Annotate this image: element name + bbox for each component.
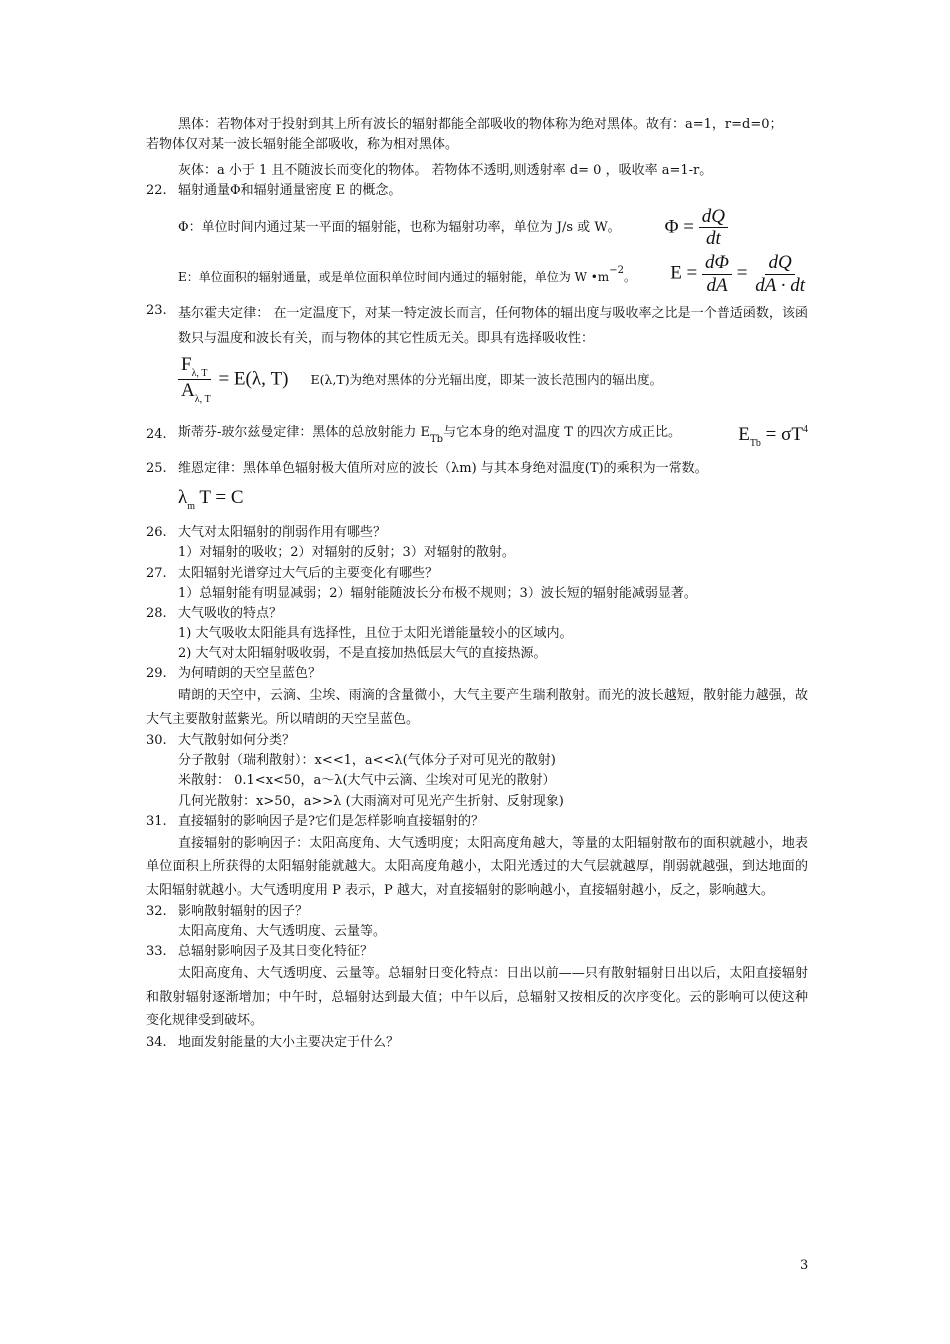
question-text: 地面发射能量的大小主要决定于什么？ — [178, 1034, 400, 1050]
question-33 — [146, 942, 808, 962]
question-number: 27. — [146, 565, 167, 581]
question-text: 太阳辐射光谱穿过大气后的主要变化有哪些？ — [178, 565, 439, 581]
answer-27: 1）总辐射能有明显减弱；2）辐射能随波长分布极不规则；3）波长短的辐射能减弱显著。 — [178, 585, 697, 601]
question-31 — [146, 812, 808, 832]
question-26 — [146, 523, 808, 543]
answer-31: 直接辐射的影响因子：太阳高度角、大气透明度；太阳高度角越大，等量的太阳辐射散布的面积就越小，地表单位面积上所获得的太阳辐射能就越大。太阳高度角越小，太阳光透过的大气层就越厚，削弱就越强，到达地面的太阳辐射就越小。大气透明度用 P 表示，P 越大，对直接辐射的影响越小，直接辐射越小，反之，影响越大。 — [146, 835, 808, 898]
question-23 — [146, 301, 808, 352]
question-24 — [146, 420, 808, 452]
stefan-boltzmann-exponent: 4 — [803, 423, 808, 435]
question-number: 31. — [146, 813, 167, 829]
e-definition — [178, 263, 636, 287]
kirchhoff-fraction — [178, 354, 214, 406]
kirchhoff-denominator-subscript: λ, T — [194, 394, 211, 406]
answer-26: 1）对辐射的吸收；2）对辐射的反射；3）对辐射的散射。 — [178, 545, 515, 561]
question-text: 总辐射影响因子及其日变化特征？ — [178, 944, 374, 960]
stefan-boltzmann-subscript: Tb — [749, 437, 761, 449]
blackbody-line-1: 黑体：若物体对于投射到其上所有波长的辐射都能全部吸收的物体称为绝对黑体。故有：a=1，r=d=0； — [178, 117, 783, 132]
question-text: 为何晴朗的天空呈蓝色？ — [178, 666, 322, 682]
question-number: 32. — [146, 904, 167, 920]
kirchhoff-denominator — [178, 380, 214, 406]
answer-30-item-3: 几何光散射：x>50，a>>λ (大雨滴对可见光产生折射、反射现象) — [178, 793, 564, 809]
e-formula-equals: = — [736, 262, 748, 284]
question-number: 23. — [146, 302, 167, 318]
e-definition-text: E：单位面积的辐射通量，或是单位面积单位时间内通过的辐射能，单位为 W •m — [178, 269, 610, 284]
question-32 — [146, 902, 808, 922]
e-unit-exponent: −2 — [609, 264, 624, 276]
stefan-boltzmann-rhs: = σT — [765, 423, 803, 445]
question-30 — [146, 731, 808, 751]
answer-29: 晴朗的天空中，云滴、尘埃、雨滴的含量微小，大气主要产生瑞利散射。而光的波长越短，散射能力越强，故大气主要散射蓝紫光。所以晴朗的天空呈蓝色。 — [146, 688, 808, 727]
document-body — [146, 115, 808, 1053]
answer-28-item-1: 1) 大气吸收太阳能具有选择性，且位于太阳光谱能量较小的区域内。 — [178, 625, 573, 641]
e-fraction-2 — [752, 252, 808, 297]
answer-28-item-2: 2) 大气对太阳辐射吸收弱，不是直接加热低层大气的直接热源。 — [178, 646, 547, 662]
question-number: 29. — [146, 666, 167, 682]
question-text: 大气对太阳辐射的削弱作用有哪些？ — [178, 525, 387, 541]
question-text: 辐射通量Φ和辐射通量密度 E 的概念。 — [178, 183, 402, 199]
question-number: 34. — [146, 1034, 167, 1050]
question-text: 直接辐射的影响因子是?它们是怎样影响直接辐射的？ — [178, 813, 484, 829]
kirchhoff-denominator-letter: A — [181, 380, 195, 402]
phi-formula — [665, 206, 728, 251]
kirchhoff-rhs: = E(λ, T) — [218, 367, 289, 389]
wien-subscript: m — [187, 501, 195, 513]
e-denominator-2: dA · dt — [755, 275, 805, 297]
stefan-boltzmann-e: E — [738, 423, 750, 445]
phi-numerator: dQ — [699, 206, 728, 229]
kirchhoff-numerator — [178, 354, 211, 381]
question-25 — [146, 459, 808, 479]
question-text-part-a: 斯蒂芬-玻尔兹曼定律：黑体的总放射能力 E — [178, 425, 431, 441]
e-formula-lhs: E = — [670, 262, 698, 284]
e-numerator-2: dQ — [765, 252, 794, 275]
question-text — [178, 423, 724, 448]
page-number: 3 — [800, 1258, 809, 1273]
e-denominator-1: dA — [706, 275, 728, 297]
question-text: 影响散射辐射的因子？ — [178, 904, 309, 920]
wien-formula-row — [146, 483, 808, 517]
question-27 — [146, 564, 808, 584]
question-text: 大气吸收的特点？ — [178, 605, 283, 621]
phi-fraction — [699, 206, 728, 251]
question-text: 大气散射如何分类？ — [178, 733, 296, 749]
question-number: 33. — [146, 944, 167, 960]
question-34 — [146, 1033, 808, 1053]
kirchhoff-formula — [178, 354, 289, 406]
blackbody-line-2: 若物体仅对某一波长辐射能全部吸收，称为相对黑体。 — [146, 137, 459, 153]
e-numerator-1: dΦ — [702, 252, 732, 275]
question-text: 维恩定律：黑体单色辐射极大值所对应的波长（λm) 与其本身绝对温度(T)的乘积为一常数。 — [178, 461, 708, 477]
wien-formula — [178, 487, 244, 513]
e-definition-row — [146, 252, 808, 297]
answer-30-item-1: 分子散射（瑞利散射）：x<<1，a<<λ(气体分子对可见光的散射) — [178, 753, 556, 769]
phi-denominator: dt — [705, 228, 721, 250]
answer-30-item-2: 米散射： 0.1<x<50，a～λ(大气中云滴、尘埃对可见光的散射） — [178, 773, 556, 789]
question-22 — [146, 181, 808, 201]
phi-definition: Φ：单位时间内通过某一平面的辐射能，也称为辐射功率，单位为 J/s 或 W。 — [178, 219, 621, 235]
kirchhoff-numerator-letter: F — [181, 353, 192, 375]
question-28 — [146, 604, 808, 624]
phi-formula-lhs: Φ = — [664, 216, 695, 238]
wien-lambda: λ — [178, 487, 188, 509]
e-fraction-1 — [702, 252, 732, 297]
question-number: 24. — [146, 427, 167, 443]
phi-definition-row — [146, 206, 808, 251]
kirchhoff-formula-row — [146, 354, 808, 406]
question-number: 30. — [146, 733, 167, 749]
question-text-subscript: Tb — [430, 434, 444, 446]
wien-rhs: T = C — [199, 487, 244, 509]
stefan-boltzmann-formula — [738, 420, 808, 452]
kirchhoff-numerator-subscript: λ, T — [191, 367, 208, 379]
question-number: 22. — [146, 183, 167, 199]
answer-33: 太阳高度角、大气透明度、云量等。总辐射日变化特点：日出以前——只有散射辐射日出以后，太阳直接辐射和散射辐射逐渐增加；中午时，总辐射达到最大值；中午以后，总辐射又按相反的次序变化。云的影响可以使这种变化规律受到破坏。 — [146, 966, 808, 1029]
e-definition-end: 。 — [623, 269, 636, 284]
e-formula — [670, 252, 808, 297]
question-text-part-b: 与它本身的绝对温度 T 的四次方成正比。 — [443, 425, 682, 441]
question-29 — [146, 664, 808, 684]
question-number: 28. — [146, 605, 167, 621]
question-number: 26. — [146, 525, 167, 541]
graybody-paragraph: 灰体：a 小于 1 且不随波长而变化的物体。 若物体不透明,则透射率 d= 0 ，吸收率 a=1-r。 — [178, 163, 713, 179]
answer-32: 太阳高度角、大气透明度、云量等。 — [178, 924, 387, 940]
question-number: 25. — [146, 461, 167, 477]
question-text: 基尔霍夫定律： 在一定温度下，对某一特定波长而言，任何物体的辐出度与吸收率之比是一个普适函数，该函数只与温度和波长有关，而与物体的其它性质无关。即具有选择吸收性： — [178, 305, 808, 347]
kirchhoff-note: E(λ,T)为绝对黑体的分光辐出度，即某一波长范围内的辐出度。 — [310, 371, 663, 387]
